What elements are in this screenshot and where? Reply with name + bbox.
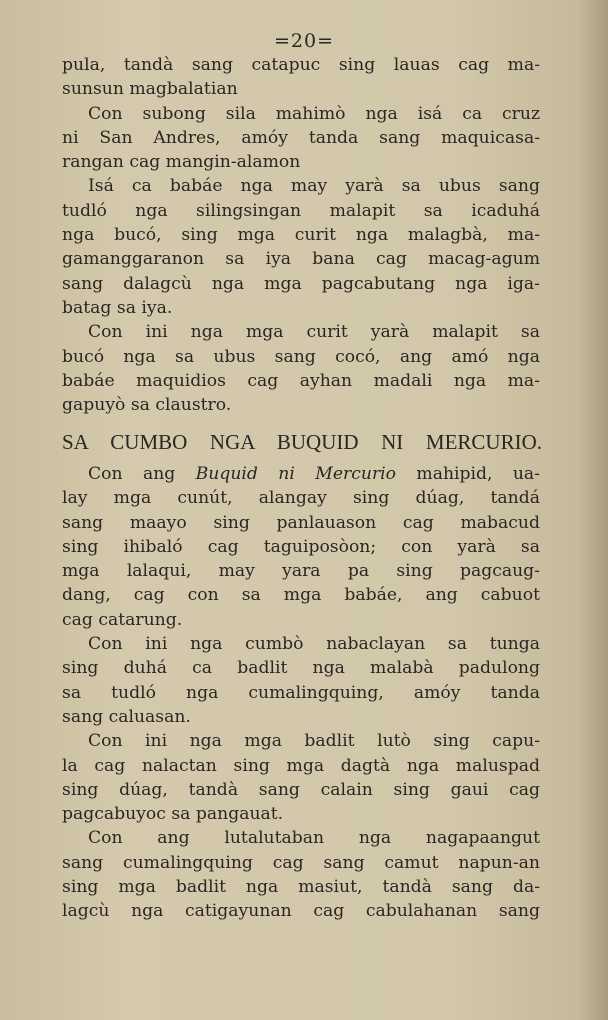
- section-1-text: [62, 53, 540, 417]
- text-line: Con ang lutalutaban nga nagapaangut: [88, 828, 540, 849]
- text-line: lagcù nga catigayunan cag cabulahanan sang: [62, 901, 540, 922]
- text-line: Con ini nga mga curit yarà malapit sa: [88, 322, 540, 343]
- text-line: tudló nga silingsingan malapit sa icaduhá: [62, 200, 540, 221]
- text-line: sing mga badlit nga masiut, tandà sang da-: [62, 877, 540, 898]
- text-line: nga bucó, sing mga curit nga malagbà, ma-: [62, 225, 540, 246]
- text-line: sa tudló nga cumalingquing, amóy tanda: [62, 682, 540, 703]
- text-line: ni San Andres, amóy tanda sang maquicasa-: [62, 127, 540, 148]
- text-line: sing ihibaló cag taguiposòon; con yarà sa: [62, 536, 540, 557]
- text-line: pagcabuyoc sa pangauat.: [62, 804, 284, 825]
- text-line: sing duhá ca badlit nga malabà padulong: [62, 658, 540, 679]
- section-heading: SA CUMBO NGA BUQUID NI MERCURIO.: [62, 430, 542, 454]
- section-2-text: [62, 462, 540, 924]
- text-line: Isá ca babáe nga may yarà sa ubus sang: [88, 176, 540, 197]
- text-line: sang maayo sing panlauason cag mabacud: [62, 512, 540, 533]
- text-line: bucó nga sa ubus sang cocó, ang amó nga: [62, 346, 540, 367]
- text-line: sing dúag, tandà sang calain sing gaui cag: [62, 779, 540, 800]
- italic-title: Buquid ni Mercurio: [195, 464, 397, 484]
- text-line: rangan cag mangin-alamon: [62, 152, 301, 173]
- text-line: dang, cag con sa mga babáe, ang cabuot: [62, 585, 540, 606]
- text-line: pula, tandà sang catapuc sing lauas cag ma-: [62, 55, 540, 75]
- text-line: batag sa iya.: [62, 297, 173, 318]
- text-line: la cag nalactan sing mga dagtà nga maluspad: [62, 755, 540, 776]
- text-line: sang dalagcù nga mga pagcabutang nga iga-: [62, 273, 540, 294]
- text-line: sang caluasan.: [62, 706, 191, 727]
- text-line: cag catarung.: [62, 609, 183, 630]
- text-line: mga lalaqui, may yara pa sing pagcaug-: [62, 561, 540, 582]
- text-line: Con subong sila mahimò nga isá ca cruz: [88, 103, 540, 124]
- text-prefix: Con ang: [88, 464, 196, 484]
- text-line: sunsun magbalatian: [62, 79, 238, 100]
- text-line: babáe maquidios cag ayhan madali nga ma-: [62, 370, 540, 391]
- text-suffix: mahipid, ua-: [396, 464, 540, 484]
- text-line: gamanggaranon sa iya bana cag macag-agum: [62, 249, 540, 270]
- text-line: sang cumalingquing cag sang camut napun-an: [62, 852, 540, 873]
- text-line: gapuyò sa claustro.: [62, 395, 232, 416]
- page-number: =20=: [273, 30, 335, 52]
- text-line: lay mga cunút, alangay sing dúag, tandá: [62, 488, 540, 509]
- text-line-first: [62, 462, 540, 486]
- text-line: Con ini nga mga badlit lutò sing capu-: [88, 731, 540, 752]
- text-line: Con ini nga cumbò nabaclayan sa tunga: [88, 634, 540, 655]
